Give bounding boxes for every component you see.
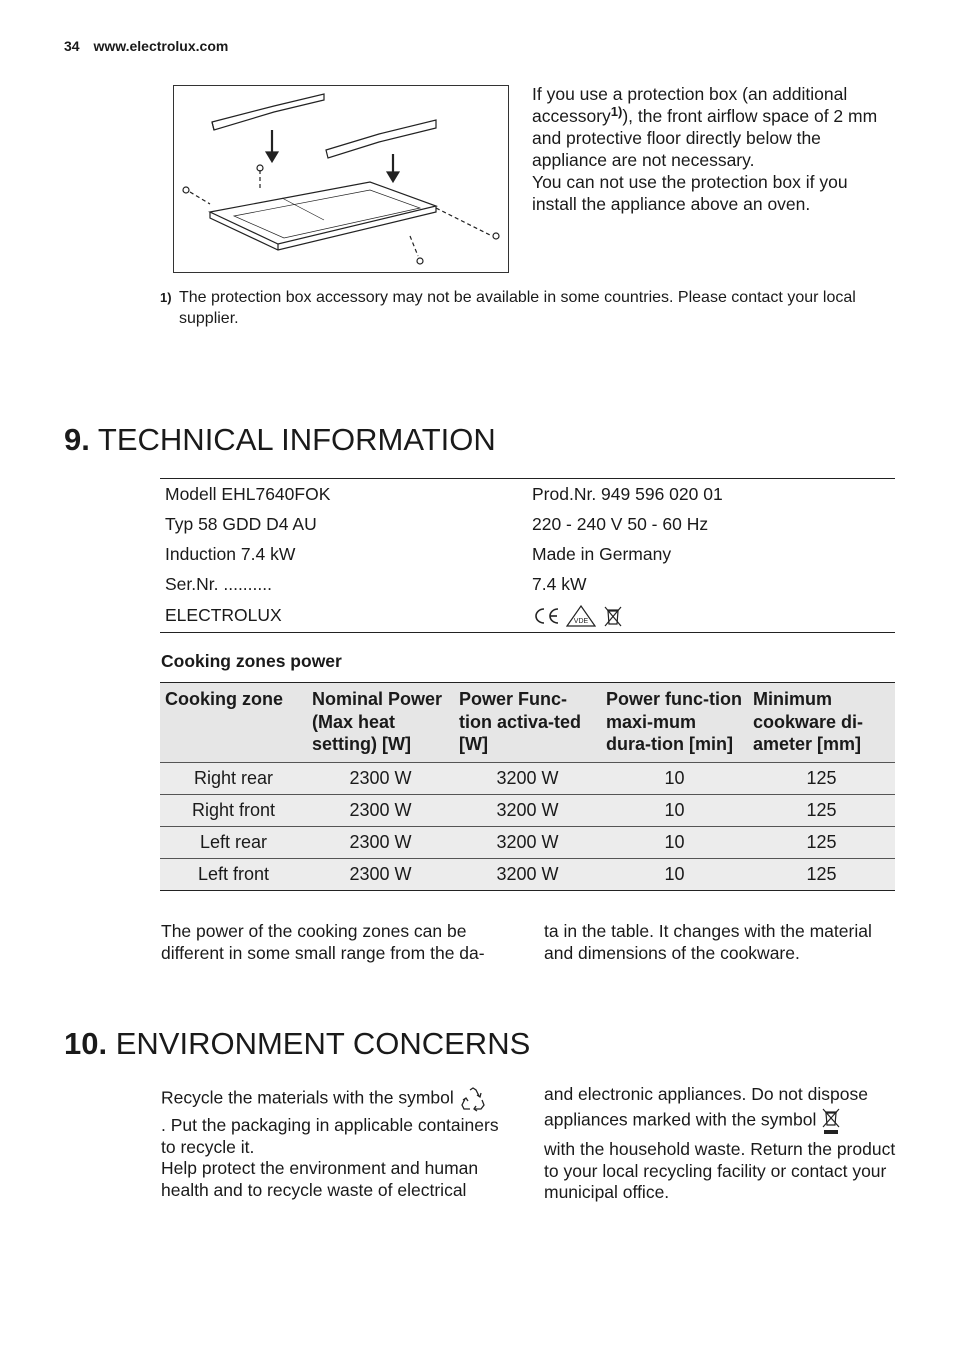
column-header: Minimum cookware di-ameter [mm] [748,683,895,763]
section-title: ENVIRONMENT CONCERNS [115,1026,531,1061]
table-cell: Left front [160,858,307,890]
protection-box-illustration [173,85,509,273]
vde-label: VDE [573,617,589,625]
cooking-zones-title: Cooking zones power [161,651,342,671]
table-cell: 2300 W [307,762,454,794]
table-cell: 10 [601,794,748,826]
table-cell: 125 [748,762,895,794]
section-heading-technical-information [64,422,496,458]
crossed-bin-icon [821,1107,841,1135]
environment-text-right [544,1082,899,1204]
table-cell: 125 [748,794,895,826]
footnote-marker: 1) [160,290,172,305]
spec-row [160,539,895,569]
section-heading-environment-concerns [64,1026,530,1062]
environment-text-left [161,1085,516,1201]
website-link[interactable]: www.electrolux.com [93,38,229,54]
section-title: TECHNICAL INFORMATION [97,422,496,457]
packaging-text: . Put the packaging in applicable containers to recycle it. [161,1115,499,1157]
table-header-row [160,683,895,763]
footnote-text: The protection box accessory may not be available in some countries. Please contact your local supplier. [179,289,856,327]
ce-mark-icon [532,606,560,626]
power-note-text: ta in the table. It changes with the material and dimensions of the cookware. [544,921,872,963]
table-cell: Right rear [160,762,307,794]
table-cell: 3200 W [454,826,601,858]
table-cell: 125 [748,826,895,858]
installation-diagram-icon [174,86,508,272]
column-header: Power Func-tion activa-ted [W] [454,683,601,763]
spec-left: Typ 58 GDD D4 AU [165,513,317,534]
table-cell: 2300 W [307,826,454,858]
table-row [160,794,895,826]
spec-right: Prod.Nr. 949 596 020 01 [532,483,723,504]
power-note-text: The power of the cooking zones can be different in some small range from the da- [161,921,485,963]
spec-row [160,479,895,509]
power-note-right [544,921,899,964]
table-cell: 2300 W [307,794,454,826]
recycle-icon [459,1085,487,1113]
spec-left: Modell EHL7640FOK [165,483,331,504]
intro-line1-end: ), the front airflow space of 2 mm and protective floor directly below the appliance are not necessary. [532,106,878,170]
spec-left: Induction 7.4 kW [165,543,296,564]
footnote-reference: 1) [610,104,623,119]
column-header: Power func-tion maxi-mum dura-tion [min] [601,683,748,763]
spec-row [160,569,895,599]
table-cell: 125 [748,858,895,890]
intro-line1-start: If you use a protection box (an additional accessory [532,84,848,126]
protection-box-text [532,83,892,215]
page-number: 34 [64,38,80,54]
return-product-text: with the household waste. Return the product to your local recycling facility or contact your municipal office. [544,1139,896,1202]
table-cell: 2300 W [307,858,454,890]
page-header [64,38,228,54]
column-header: Nominal Power (Max heat setting) [W] [307,683,454,763]
spec-left: Ser.Nr. .......... [165,573,272,594]
certification-marks [532,605,895,627]
power-note-left [161,921,511,964]
help-protect-text: Help protect the environment and human health and to recycle waste of electrical [161,1158,479,1200]
column-header: Cooking zone [160,683,307,763]
cooking-zones-table [160,682,895,891]
table-row [160,826,895,858]
table-cell: 10 [601,858,748,890]
table-cell: 10 [601,826,748,858]
table-cell: 10 [601,762,748,794]
intro-line2: You can not use the protection box if you install the appliance above an oven. [532,172,848,214]
recycle-text: Recycle the materials with the symbol [161,1087,454,1108]
crossed-bin-icon [602,605,624,627]
spec-right: Made in Germany [532,543,672,564]
vde-mark-icon [566,605,596,627]
spec-row [160,599,895,632]
table-cell: 3200 W [454,858,601,890]
table-cell: Left rear [160,826,307,858]
table-row [160,762,895,794]
section-number: 9. [64,422,90,457]
spec-right: 220 - 240 V 50 - 60 Hz [532,513,709,534]
footnote [160,287,895,329]
table-row [160,858,895,890]
rating-plate-table [160,478,895,633]
table-cell: 3200 W [454,762,601,794]
spec-left: ELECTROLUX [165,605,282,625]
spec-row [160,509,895,539]
table-cell: Right front [160,794,307,826]
spec-right: 7.4 kW [532,573,587,594]
dispose-text: and electronic appliances. Do not dispose appliances marked with the symbol [544,1084,868,1130]
section-number: 10. [64,1026,108,1061]
table-cell: 3200 W [454,794,601,826]
